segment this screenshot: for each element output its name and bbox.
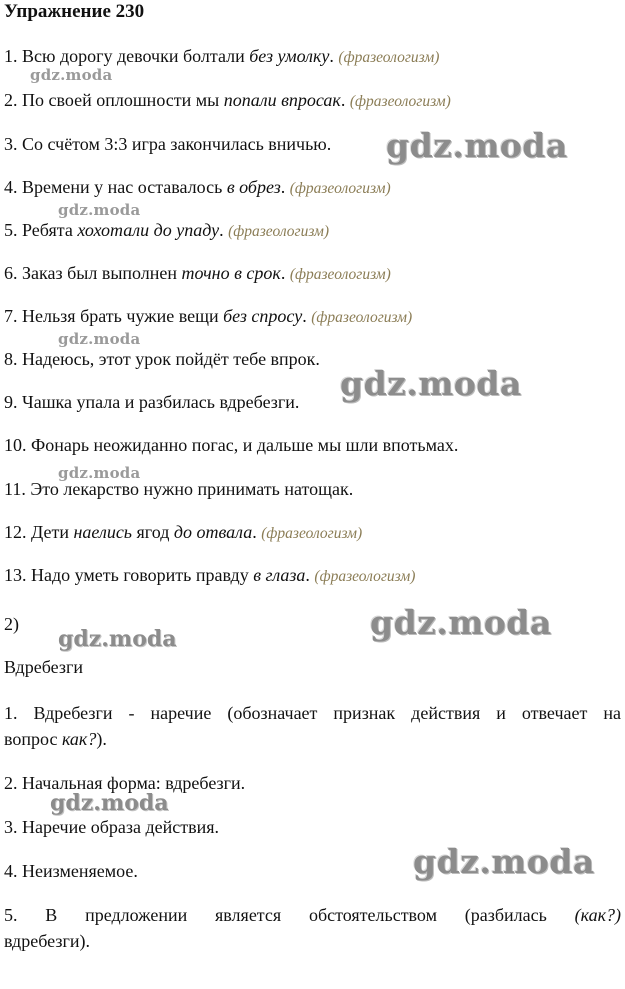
sentence-number: 13. — [4, 565, 27, 585]
watermark: gdz.moda — [58, 626, 177, 652]
watermark: gdz.moda — [386, 126, 568, 165]
phraseologism-tag: (фразеологизм) — [261, 525, 363, 542]
sentence-text: По своей оплошности мы — [22, 90, 224, 110]
sentence-item — [4, 390, 621, 414]
phraseologism-tag: (фразеологизм) — [289, 180, 391, 197]
sentence-text: Надеюсь, этот урок пойдёт тебе впрок. — [22, 349, 320, 369]
sentence-text: . — [305, 565, 310, 585]
sentence-item — [4, 563, 621, 589]
sentence-text: . — [329, 46, 334, 66]
sentence-number: 4. — [4, 177, 18, 197]
sentence-item — [4, 88, 621, 114]
phraseologism-tag: (фразеологизм) — [311, 309, 413, 326]
watermark: gdz.moda — [58, 464, 141, 482]
sentence-text: . — [252, 522, 257, 542]
watermark: gdz.moda — [413, 842, 595, 881]
watermark: gdz.moda — [340, 364, 522, 403]
sentence-number: 3. — [4, 134, 18, 154]
phrase-italic: без спросу — [223, 306, 303, 326]
phraseologism-tag: (фразеологизм) — [289, 266, 391, 283]
sentence-text: Это лекарство нужно принимать натощак. — [30, 479, 354, 499]
part2-word: Вдребезги — [4, 657, 83, 677]
sentence-text: . — [340, 90, 346, 110]
sentence-text: . — [302, 306, 307, 326]
sentence-number: 11. — [4, 479, 26, 499]
sentence-number: 6. — [4, 263, 18, 283]
sentence-item — [4, 433, 621, 457]
sentence-text: Заказ был выполнен — [22, 263, 182, 283]
part2-point2: 2. Начальная форма: вдребезги. — [4, 773, 246, 793]
sentence-text: Ребята — [22, 220, 78, 240]
sentence-item — [4, 304, 621, 330]
watermark: gdz.moda — [50, 790, 169, 816]
sentence-number: 10. — [4, 435, 27, 455]
sentence-item — [4, 218, 621, 244]
sentence-number: 5. — [4, 220, 18, 240]
phrase-italic: наелись — [73, 522, 132, 542]
sentence-number: 8. — [4, 349, 18, 369]
sentence-number: 1. — [4, 46, 18, 66]
part2-point1-line1: 1. Вдребезги - наречие (обозначает признак действия и отвечает на — [4, 703, 621, 723]
sentence-text: Нельзя брать чужие вещи — [22, 306, 224, 326]
part2-point4: 4. Неизменяемое. — [4, 861, 138, 881]
phraseologism-tag: (фразеологизм) — [228, 223, 330, 240]
sentence-text: ягод — [132, 522, 174, 542]
watermark: gdz.moda — [370, 603, 552, 642]
sentence-text: Всю дорогу девочки болтали — [22, 46, 250, 66]
sentence-number: 2. — [4, 90, 18, 110]
sentence-text: Чашка упала и разбилась вдребезги. — [22, 392, 300, 412]
phraseologism-tag: (фразеологизм) — [349, 93, 451, 110]
phrase-italic: точно в срок — [181, 263, 281, 283]
phraseologism-tag: (фразеологизм) — [314, 568, 416, 585]
sentence-text: Со счётом 3:3 игра закончилась вничью. — [22, 134, 332, 154]
sentence-text: . — [280, 263, 286, 283]
sentence-number: 9. — [4, 392, 18, 412]
part2-point3: 3. Наречие образа действия. — [4, 817, 219, 837]
phraseologism-tag: (фразеологизм) — [338, 49, 440, 66]
phrase-italic: до отвала — [173, 522, 253, 542]
sentence-text: . — [280, 177, 286, 197]
part2-point5-line2: вдребезги). — [4, 931, 90, 951]
watermark: gdz.moda — [30, 66, 113, 84]
sentence-number: 12. — [4, 522, 27, 542]
page-title: Упражнение 230 — [4, 1, 145, 22]
sentence-text: Надо уметь говорить правду — [31, 565, 254, 585]
sentence-item — [4, 175, 621, 201]
watermark: gdz.moda — [58, 330, 141, 348]
part2-point1-line2: вопрос как?). — [4, 729, 107, 749]
sentence-text: Фонарь неожиданно погас, и дальше мы шли впотьмах. — [31, 435, 459, 455]
sentence-item — [4, 261, 621, 287]
sentence-text: Времени у нас оставалось — [22, 177, 227, 197]
sentence-text: Дети — [31, 522, 74, 542]
phrase-italic: в глаза — [253, 565, 306, 585]
part2-point5-line1: 5. В предложении является обстоятельством (разбилась (как?) — [4, 905, 621, 925]
part2-label: 2) — [4, 614, 19, 634]
phrase-italic: без умолку — [249, 46, 330, 66]
phrase-italic: попали впросак — [223, 90, 341, 110]
watermark: gdz.moda — [58, 201, 141, 219]
phrase-italic: в обрез — [226, 177, 281, 197]
sentence-item — [4, 520, 621, 546]
sentence-number: 7. — [4, 306, 18, 326]
sentence-item — [4, 347, 621, 371]
phrase-italic: хохотали до упаду — [77, 220, 220, 240]
sentence-text: . — [219, 220, 224, 240]
